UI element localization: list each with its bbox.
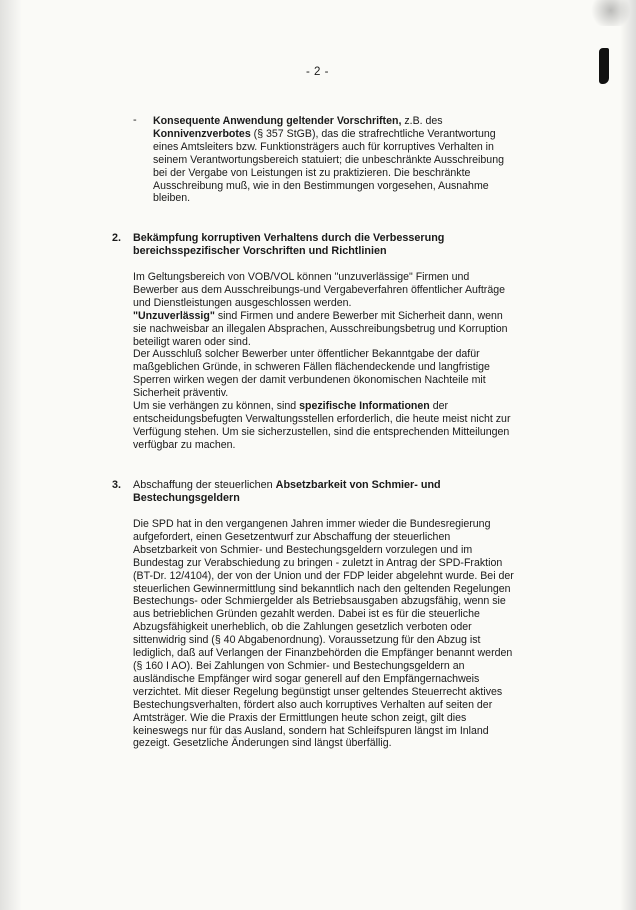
section-3-heading — [133, 479, 593, 505]
bullet-line: Konsequente Anwendung geltender Vorschriften, z.B. des — [153, 115, 443, 127]
section-2-heading — [133, 232, 593, 258]
section-2-line: Im Geltungsbereich von VOB/VOL können "unzuverlässige" Firmen und — [133, 271, 470, 283]
page-number: - 2 - — [306, 66, 329, 78]
section-2-line: sie nachweisbar an illegalen Absprachen, Ausschreibungsbetrug und Korruption — [133, 322, 508, 335]
section-3-line: gezeigt. Gesetzliche Änderungen sind längst überfällig. — [133, 737, 392, 750]
section-2-line: entscheidungsbefugten Verwaltungsstellen erforderlich, die heute meist nicht zur — [133, 412, 511, 425]
section-2-heading-line: bereichsspezifischer Vorschriften und Richtlinien — [133, 245, 387, 257]
section-2-line: Sicherheit präventiv. — [133, 387, 229, 400]
bullet-line: bleiben. — [153, 192, 191, 205]
section-2-line: "Unzuverlässig" sind Firmen und andere Bewerber mit Sicherheit dann, wenn — [133, 309, 503, 322]
bullet-dash: - — [133, 114, 137, 126]
section-3-line: verzichtet. Mit dieser Regelung begünstigt unser geltendes Steuerrecht aktives — [133, 685, 503, 698]
section-2-heading-line: Bekämpfung korruptiven Verhaltens durch die Verbesserung — [133, 232, 445, 244]
scan-speckle — [582, 0, 630, 26]
bullet-line: Konnivenzverbotes (§ 357 StGB), das die strafrechtliche Verantwortung — [153, 127, 496, 140]
section-3-number: 3. — [112, 479, 122, 491]
section-2-line: und Dienstleistungen ausgeschlossen werden. — [133, 296, 352, 309]
section-2-line: Sperren wirken wegen der damit verbundenen ökonomischen Nachteile mit — [133, 374, 486, 387]
section-3-line: Bestechungs- oder Schmiergelder als Betriebsausgaben abzugsfähig, wenn sie — [133, 595, 506, 608]
section-3-line: Absetzbarkeit von Schmier- und Bestechungsgeldern vorzulegen und im — [133, 543, 473, 556]
section-3-heading-line: Bestechungsgeldern — [133, 492, 240, 504]
section-3-line: ausländische Empfänger wird sogar generell auf den Empfängernachweis — [133, 672, 480, 685]
section-2-line: Verfügung stehen. Um sie sicherzustellen, sind die entsprechenden Mitteilungen — [133, 425, 510, 438]
scan-shadow-left — [0, 0, 22, 910]
section-3-line: aufgefordert, einen Gesetzentwurf zur Abschaffung der steuerlichen — [133, 530, 451, 543]
section-3-line: lediglich, daß auf Verlangen der Finanzbehörden die Empfänger benannt werden — [133, 647, 513, 660]
section-3-line: keineswegs nur für das Ausland, sondern hat Schleifspuren längst im Inland — [133, 724, 489, 737]
bullet-paragraph — [153, 115, 593, 205]
section-3-body — [133, 518, 608, 750]
section-3-line: Bundestag zur Verabschiedung zu bringen - zuletzt in Antrag der SPD-Fraktion — [133, 556, 503, 569]
bullet-line: seinem Verantwortungsbereich statuiert; die unbeschränkte Ausschreibung — [153, 153, 504, 166]
section-2-number: 2. — [112, 232, 122, 244]
section-3-line: Abzugsfähigkeit unerheblich, ob die Zahlungen gesetzlich verboten oder — [133, 621, 472, 634]
section-2-line: Bewerber aus dem Ausschreibungs-und Vergabeverfahren öffentlicher Aufträge — [133, 283, 505, 296]
section-3-line: (§ 160 I AO). Bei Zahlungen von Schmier- und Bestechungsgeldern an — [133, 659, 465, 672]
section-2-body — [133, 271, 603, 452]
section-3-line: aus betrieblichen Gründen gezahlt werden. Dabei ist es für die steuerliche — [133, 608, 480, 621]
section-2-line: Der Ausschluß solcher Bewerber unter öffentlicher Bekanntgabe der dafür — [133, 348, 480, 361]
section-2-line: maßgeblichen Gründe, in schweren Fällen flächendeckende und langfristige — [133, 361, 490, 374]
section-2-line: beteiligt waren oder sind. — [133, 335, 251, 348]
section-3-line: steuerlichen Gewinnermittlung sind bekanntlich nach den geltenden Regelungen — [133, 582, 511, 595]
scan-shadow-right — [620, 0, 636, 910]
section-3-line: (BT-Dr. 12/4104), der von der Union und der FDP leider abgelehnt wurde. Bei der — [133, 569, 514, 582]
section-3-line: Amtsträger. Wie die Praxis der Ermittlungen heute schon zeigt, gilt dies — [133, 711, 467, 724]
bullet-line: bei der Vergabe von Leistungen ist zu praktizieren. Die beschränkte — [153, 166, 471, 179]
section-2-line: verfügbar zu machen. — [133, 438, 236, 451]
section-3-heading-line: Abschaffung der steuerlichen Absetzbarkeit von Schmier- und — [133, 479, 441, 491]
bullet-line: Ausschreibung muß, wie in den Bestimmungen vorgesehen, Ausnahme — [153, 179, 489, 192]
section-3-line: Die SPD hat in den vergangenen Jahren immer wieder die Bundesregierung — [133, 518, 491, 530]
bullet-line: eines Amtsleiters bzw. Funktionsträgers auch für korruptives Verhalten in — [153, 140, 494, 153]
section-2-line: Um sie verhängen zu können, sind spezifische Informationen der — [133, 400, 449, 413]
section-3-line: sittenwidrig sind (§ 40 Abgabenordnung). Voraussetzung für den Abzug ist — [133, 634, 481, 647]
punch-hole-mark — [599, 48, 609, 84]
section-3-line: Bestechungsverhalten, fördert also auch korruptives Verhalten auf seiten der — [133, 698, 493, 711]
